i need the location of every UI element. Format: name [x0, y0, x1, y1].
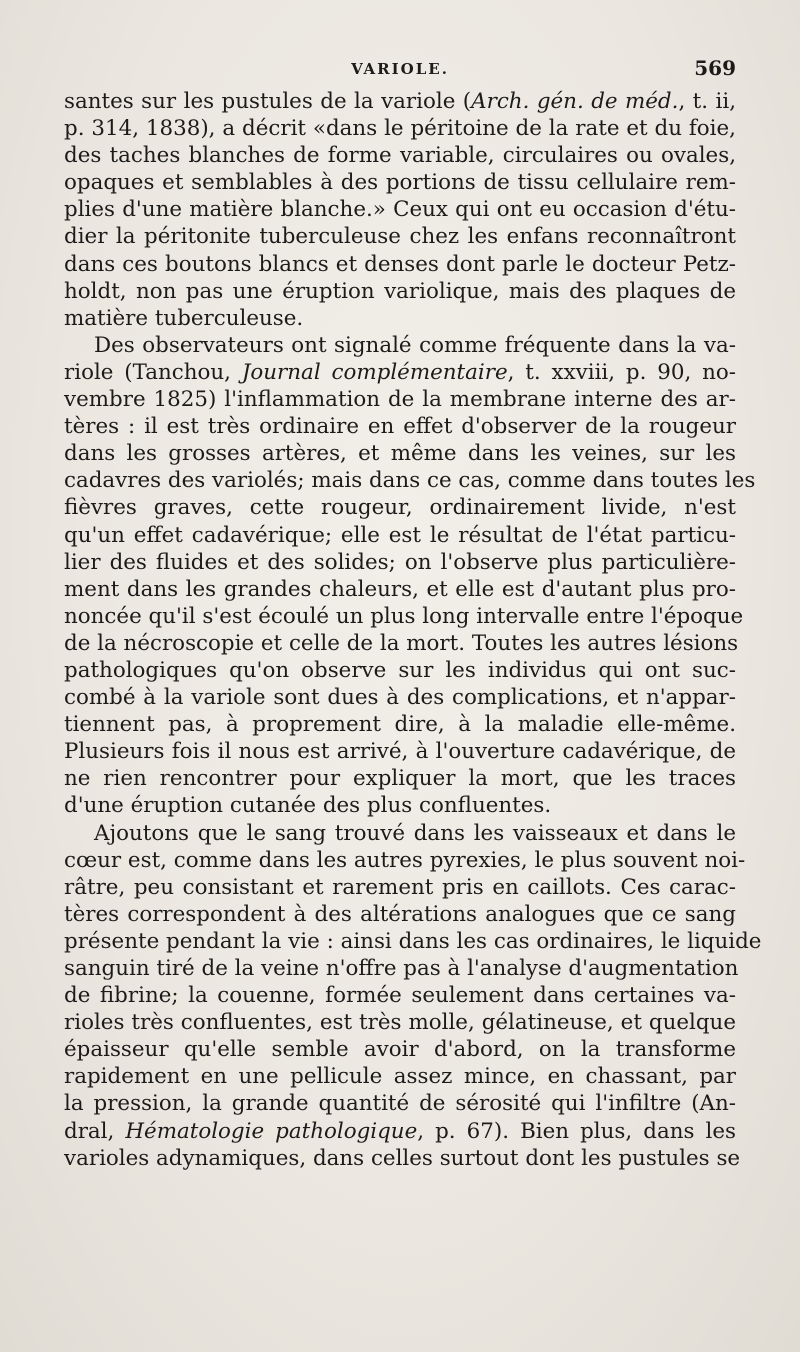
text-line: noncée qu'il s'est écoulé un plus long intervalle entre l'époque — [64, 603, 744, 629]
text-line: présente pendant la vie : ainsi dans les cas ordinaires, le liquide — [64, 928, 762, 954]
text-line: dans ces boutons blancs et denses dont parle le docteur Petz- — [64, 251, 736, 277]
text-line: pathologiques qu'on observe sur les individus qui ont suc- — [64, 657, 736, 683]
running-head: VARIOLE. — [351, 60, 449, 78]
text-line: dral, Hématologie pathologique, p. 67). Bien plus, dans les — [64, 1118, 736, 1144]
italic-title: Arch. gén. de méd. — [471, 89, 679, 114]
text-line: tères : il est très ordinaire en effet d'observer de la rougeur — [64, 414, 736, 440]
text-line: cadavres des variolés; mais dans ce cas, comme dans toutes les — [64, 468, 756, 494]
text-line: de la nécroscopie et celle de la mort. Toutes les autres lésions — [64, 630, 739, 656]
text-line: cœur est, comme dans les autres pyrexies, le plus souvent noi- — [64, 847, 746, 873]
text-line: lier des fluides et des solides; on l'observe plus particulière- — [64, 549, 736, 575]
page-number: 569 — [694, 56, 736, 80]
text-line: holdt, non pas une éruption variolique, mais des plaques de — [64, 278, 736, 304]
text-line: d'une éruption cutanée des plus confluentes. — [64, 793, 552, 819]
page-header — [64, 54, 736, 84]
text-line: qu'un effet cadavérique; elle est le résultat de l'état particu- — [64, 522, 736, 548]
text-line: plies d'une matière blanche.» Ceux qui ont eu occasion d'étu- — [64, 197, 736, 223]
text-line: p. 314, 1838), a décrit «dans le péritoine de la rate et du foie, — [64, 116, 736, 142]
text-line: santes sur les pustules de la variole (Arch. gén. de méd., t. ii, — [64, 89, 736, 114]
text-line: dans les grosses artères, et même dans les veines, sur les — [64, 441, 736, 467]
text-line: opaques et semblables à des portions de tissu cellulaire rem- — [64, 170, 736, 196]
text-line: Ajoutons que le sang trouvé dans les vaisseaux et dans le — [94, 820, 736, 846]
text-line: de fibrine; la couenne, formée seulement dans certaines va- — [64, 983, 736, 1009]
text-line: la pression, la grande quantité de sérosité qui l'infiltre (An- — [64, 1091, 736, 1117]
text-line: ne rien rencontrer pour expliquer la mort, que les traces — [64, 766, 736, 792]
text-line: râtre, peu consistant et rarement pris en caillots. Ces carac- — [64, 874, 736, 900]
text-line: tiennent pas, à proprement dire, à la maladie elle-même. — [64, 712, 736, 738]
text-line: matière tuberculeuse. — [64, 305, 304, 331]
text-line: tères correspondent à des altérations analogues que ce sang — [64, 901, 736, 927]
text-line: rapidement en une pellicule assez mince, en chassant, par — [64, 1064, 736, 1090]
text-line: des taches blanches de forme variable, circulaires ou ovales, — [64, 143, 736, 169]
text-line: varioles adynamiques, dans celles surtout dont les pustules se — [64, 1145, 741, 1171]
text-line: dier la péritonite tuberculeuse chez les enfans reconnaîtront — [64, 224, 736, 250]
text-line: ment dans les grandes chaleurs, et elle est d'autant plus pro- — [64, 576, 736, 602]
text-line: rioles très confluentes, est très molle, gélatineuse, et quelque — [64, 1010, 736, 1036]
text-line: combé à la variole sont dues à des complications, et n'appar- — [64, 685, 736, 711]
text-line: sanguin tiré de la veine n'offre pas à l'analyse d'augmentation — [64, 956, 739, 981]
text-line: fièvres graves, cette rougeur, ordinairement livide, n'est — [64, 495, 736, 521]
text-line: Des observateurs ont signalé comme fréquente dans la va- — [94, 332, 736, 358]
text-line: vembre 1825) l'inflammation de la membrane interne des ar- — [64, 387, 736, 413]
text-line: épaisseur qu'elle semble avoir d'abord, on la transforme — [64, 1037, 736, 1063]
italic-title: Journal complémentaire — [241, 359, 508, 385]
body-text — [64, 88, 762, 1172]
text-line: Plusieurs fois il nous est arrivé, à l'ouverture cadavérique, de — [64, 739, 736, 765]
text-line: riole (Tanchou, Journal complémentaire, t. xxviii, p. 90, no- — [64, 359, 736, 385]
italic-title: Hématologie pathologique — [125, 1118, 418, 1144]
